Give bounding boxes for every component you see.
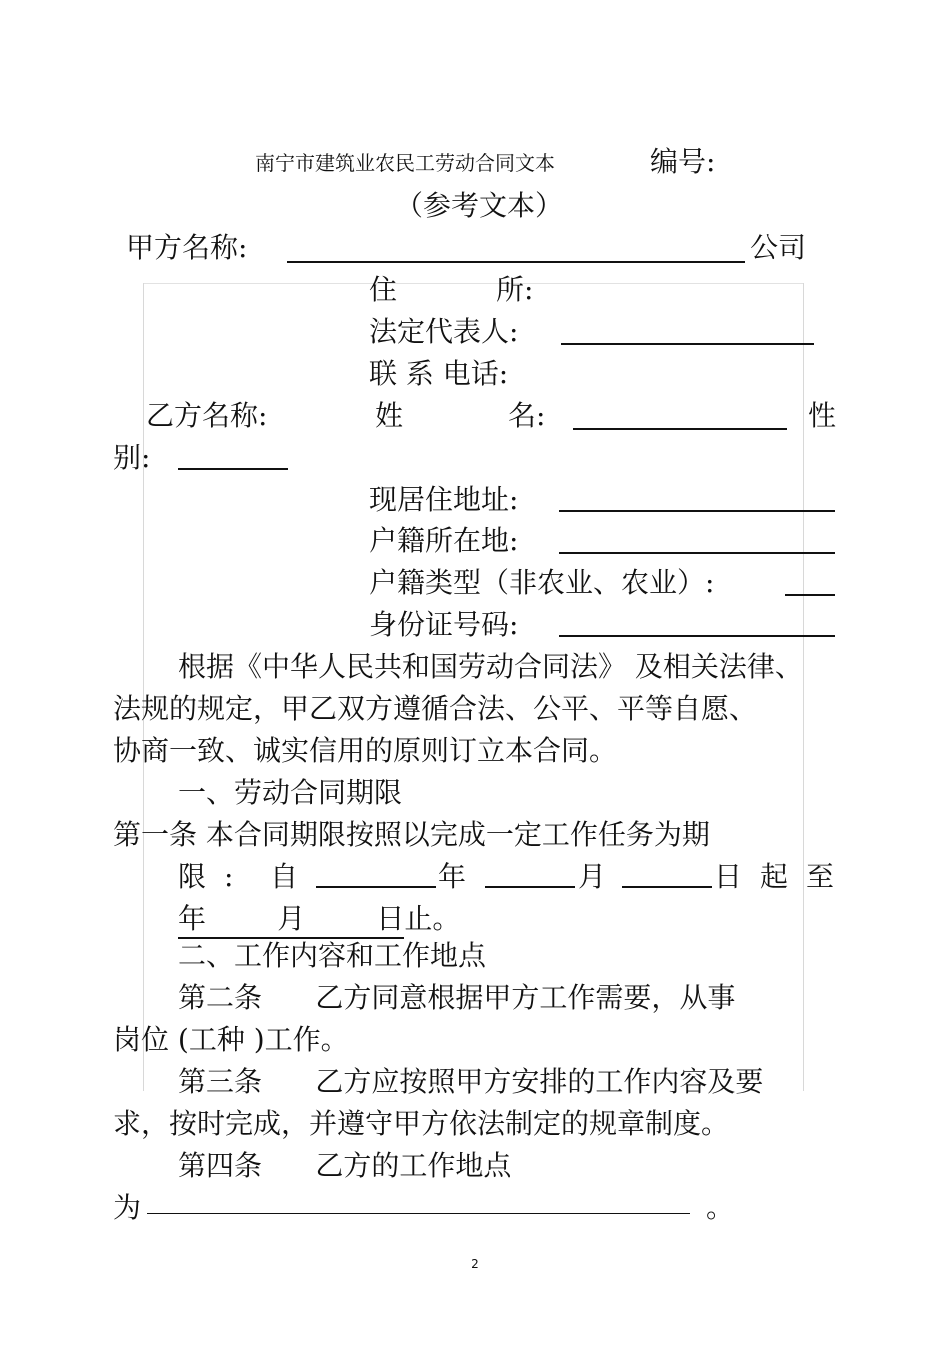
party-b-hukou-type-label: 户籍类型（非农业、农业）: (369, 566, 715, 599)
start-month-blank[interactable] (485, 886, 575, 888)
start-month-label: 月 (578, 860, 607, 893)
party-b-current-address-label: 现居住地址: (369, 483, 519, 516)
page-frame-left (143, 283, 144, 1091)
party-a-address-label-1: 住 (369, 273, 398, 306)
party-b-gender-label-1: 性 (808, 399, 837, 432)
party-b-current-address-blank[interactable] (559, 510, 835, 512)
term-colon: : (224, 860, 234, 893)
article-4-line-2: 为 (113, 1191, 142, 1224)
end-date-underlined[interactable]: 年 月 日 (178, 902, 404, 939)
article-2-line-1: 第二条 乙方同意根据甲方工作需要，从事 (178, 981, 736, 1014)
party-a-name-suffix: 公司 (750, 231, 807, 264)
party-a-name-label: 甲方名称: (126, 231, 248, 264)
number-label: 编号: (650, 145, 716, 178)
party-b-id-number-blank[interactable] (559, 635, 835, 637)
page-number: 2 (471, 1257, 479, 1271)
party-b-surname-label-1: 姓 (375, 399, 404, 432)
article-1-line: 第一条 本合同期限按照以完成一定工作任务为期 (113, 818, 710, 851)
section-2-heading: 二、工作内容和工作地点 (178, 939, 487, 972)
article-2-line-2: 岗位 (工种 )工作。 (113, 1023, 349, 1056)
party-b-name-blank[interactable] (573, 428, 787, 430)
party-b-hukou-type-blank[interactable] (785, 594, 835, 596)
document-subtitle: （参考文本） (395, 189, 564, 222)
term-from-label: 自 (270, 860, 299, 893)
document-title: 南宁市建筑业农民工劳动合同文本 (255, 151, 555, 175)
preamble-line-1: 根据《中华人民共和国劳动合同法》 及相关法律、 (178, 650, 803, 683)
party-a-address-label-2: 所: (496, 273, 534, 306)
end-zhi-label: 至 (806, 860, 835, 893)
article-3-line-2: 求，按时完成，并遵守甲方依法制定的规章制度。 (113, 1107, 730, 1140)
work-location-blank[interactable] (147, 1213, 690, 1214)
party-a-legal-rep-label: 法定代表人: (369, 315, 519, 348)
party-b-surname-label-2: 名: (508, 399, 546, 432)
start-day-label: 日 (714, 860, 743, 893)
end-date-line (178, 902, 461, 935)
party-b-id-number-label: 身份证号码: (369, 608, 519, 641)
article-3-line-1: 第三条 乙方应按照甲方安排的工作内容及要 (178, 1065, 764, 1098)
preamble-line-3: 协商一致、诚实信用的原则订立本合同。 (113, 734, 618, 767)
article-4-line-1: 第四条 乙方的工作地点 (178, 1149, 512, 1182)
start-year-blank[interactable] (316, 886, 436, 888)
section-1-heading: 一、劳动合同期限 (178, 776, 403, 809)
end-suffix: 止。 (404, 902, 461, 935)
party-a-legal-rep-blank[interactable] (561, 343, 814, 345)
party-a-name-blank[interactable] (287, 261, 745, 263)
start-qi-label: 起 (760, 860, 789, 893)
page-frame-right (803, 283, 804, 1091)
party-a-phone-label: 联 系 电话: (369, 357, 509, 390)
party-b-gender-blank[interactable] (178, 468, 288, 470)
start-day-blank[interactable] (622, 886, 712, 888)
page-frame-top (143, 283, 803, 284)
party-b-hukou-location-blank[interactable] (559, 552, 835, 554)
article-4-end: 。 (706, 1191, 735, 1224)
term-limit-label: 限 (178, 860, 207, 893)
party-b-hukou-location-label: 户籍所在地: (369, 524, 519, 557)
start-year-label: 年 (438, 860, 467, 893)
preamble-line-2: 法规的规定，甲乙双方遵循合法、公平、平等自愿、 (113, 692, 758, 725)
party-b-gender-label-2: 别: (113, 441, 151, 474)
party-b-name-label: 乙方名称: (146, 399, 268, 432)
